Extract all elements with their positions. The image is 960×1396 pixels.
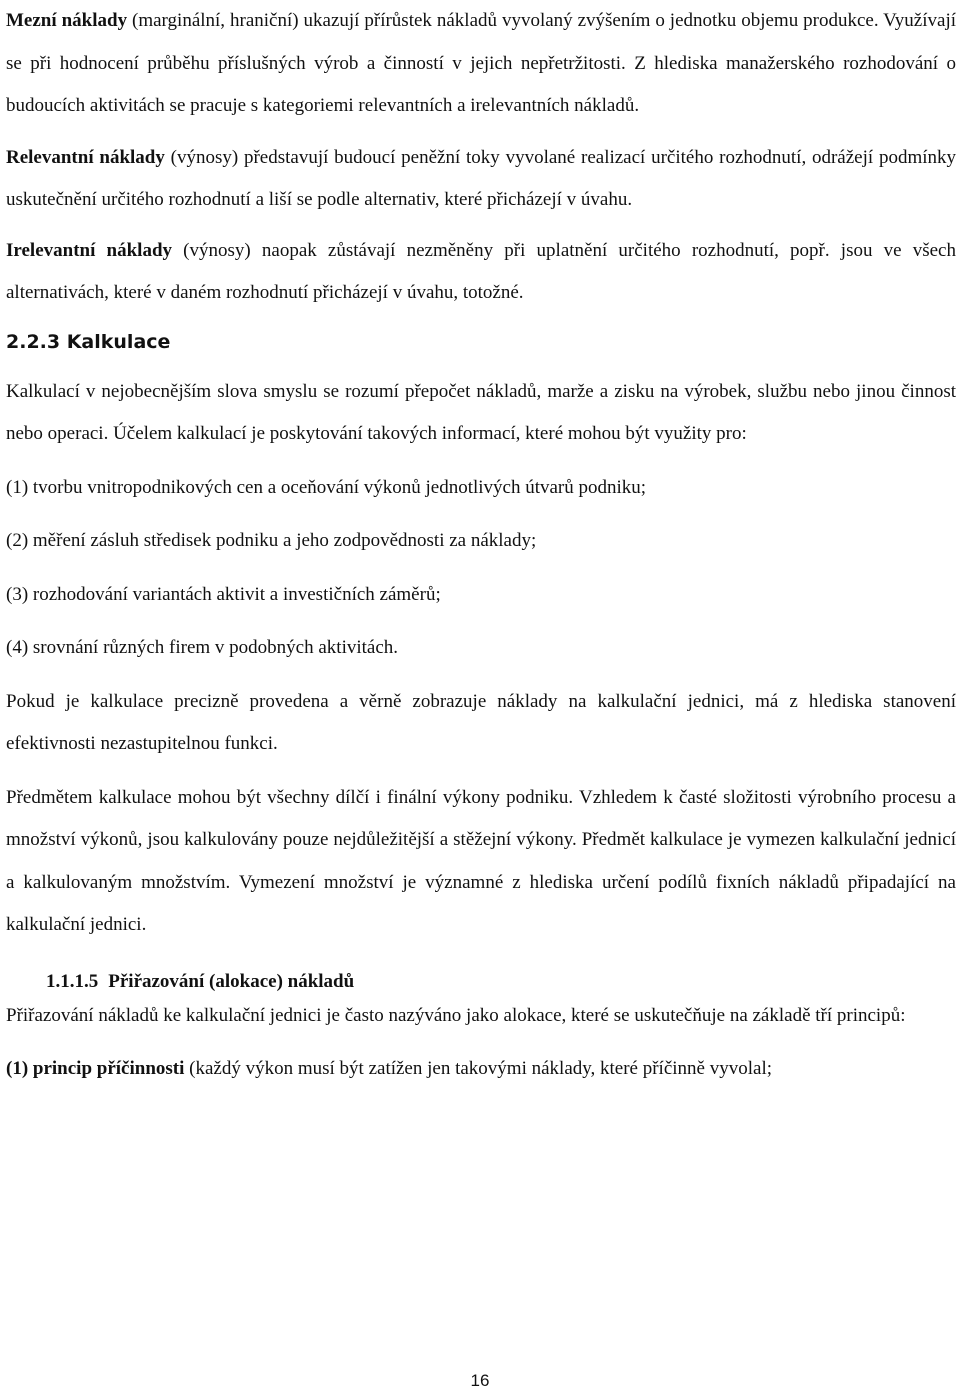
paragraph-alokace-intro: Přiřazování nákladů ke kalkulační jednici je často nazýváno jako alokace, které se uskutečňuje na základě tří principů: — [6, 1004, 906, 1026]
term-relevant-costs: Relevantní náklady — [6, 146, 165, 168]
term-marginal-costs: Mezní náklady — [6, 10, 128, 31]
list-item: (3) rozhodování variantách aktivit a investičních záměrů; — [6, 583, 441, 605]
list-item: (2) měření zásluh středisek podniku a jeho zodpovědnosti za náklady; — [6, 530, 537, 551]
page-number: 16 — [470, 1371, 490, 1390]
subsection-title: Přiřazování (alokace) nákladů — [108, 970, 355, 992]
text-irrelevant-costs: (výnosy) naopak zůstávají nezměněny při uplatnění určitého rozhodnutí, popř. jsou ve všech alternativách, které v daném rozhodnutí přicházejí v úvahu, totožné. — [6, 239, 956, 303]
document-page — [6, 0, 956, 1091]
term-principle-causality: (1) princip příčinnosti — [6, 1058, 185, 1079]
list-item: (4) srovnání různých firem v podobných aktivitách. — [6, 637, 399, 658]
term-irrelevant-costs: Irelevantní náklady — [6, 239, 173, 261]
list-item: (1) tvorbu vnitropodnikových cen a oceňování výkonů jednotlivých útvarů podniku; — [6, 476, 647, 498]
paragraph-marginal-costs — [6, 0, 956, 128]
paragraph-kalkulace-subject: Předmětem kalkulace mohou být všechny dílčí i finální výkony podniku. Vzhledem k časté složitosti výrobního procesu a množství výkonů, jsou kalkulovány pouze nejdůležitější a stěžejní výkony. Předmět kalkulace je vymezen kalkulační jednicí a kalkulovaným množstvím. Vymezení množství je významné z hlediska určení podílů fixních nákladů připadající na kalkulační jednici. — [6, 786, 956, 935]
text-principle-causality: (každý výkon musí být zatížen jen takovými náklady, které příčinně vyvolal; — [184, 1058, 773, 1079]
paragraph-relevant-costs — [6, 137, 956, 222]
text-relevant-costs: (výnosy) představují budoucí peněžní toky vyvolané realizací určitého rozhodnutí, odrážejí podmínky uskutečnění určitého rozhodnutí a liší se podle alternativ, které přicházejí v úvahu. — [6, 146, 957, 210]
paragraph-kalkulace-intro: Kalkulací v nejobecnějším slova smyslu se rozumí přepočet nákladů, marže a zisku na výrobek, službu nebo jinou činnost nebo operaci. Účelem kalkulací je poskytování takových informací, které mohou být využity pro: — [6, 380, 956, 444]
subsection-heading-alokace — [6, 947, 956, 995]
subsection-number: 1.1.1.5 — [46, 970, 99, 992]
paragraph-kalkulace-precise: Pokud je kalkulace precizně provedena a věrně zobrazuje náklady na kalkulační jednici, má z hlediska stanovení efektivnosti nezastupitelnou funkci. — [6, 690, 956, 754]
section-heading-kalkulace: 2.2.3 Kalkulace — [6, 330, 171, 353]
paragraph-principle-causality — [6, 1048, 956, 1091]
paragraph-irrelevant-costs — [6, 230, 956, 315]
text-marginal-costs: (marginální, hraniční) ukazují přírůstek nákladů vyvolaný zvýšením o jednotku objemu produkce. Využívají se při hodnocení průběhu příslušných výrob a činností v jejich nepřetržitosti. Z hlediska manažerského rozhodování o budoucích aktivitách se pracuje s kategoriemi relevantních a irelevantních nákladů. — [6, 10, 957, 116]
